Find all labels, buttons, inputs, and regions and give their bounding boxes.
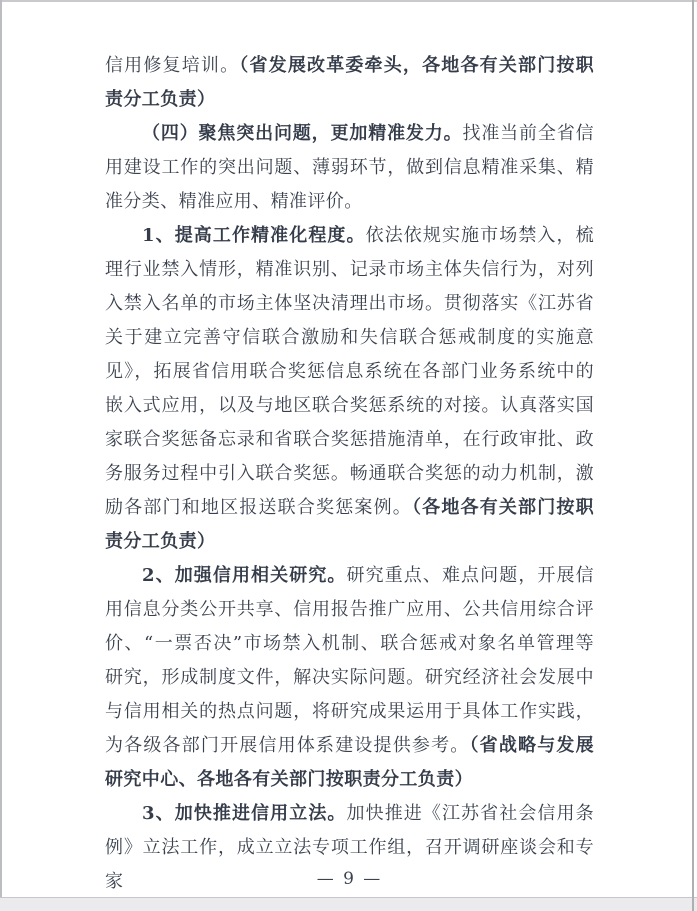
text-segment: 见》，拓展省信用联合奖惩信息系统在各部门业务系统中的 (105, 361, 594, 382)
text-line (105, 253, 594, 287)
text-line (105, 83, 594, 117)
text-line (105, 151, 594, 185)
text-line (105, 627, 594, 661)
text-segment: 关于建立完善守信联合激励和失信联合惩戒制度的实施意 (105, 327, 594, 348)
text-line (105, 831, 594, 892)
text-line (105, 219, 594, 253)
text-segment: 理行业禁入情形，精准识别、记录市场主体失信行为，对列 (105, 259, 594, 280)
text-line (105, 729, 594, 763)
text-line (105, 185, 594, 219)
text-segment: （四）聚焦突出问题，更加精准发力。 (142, 123, 463, 144)
page-number: — 9 — (316, 869, 383, 889)
text-segment: 价、“一票否决”市场禁入机制、联合惩戒对象名单管理等 (105, 633, 594, 654)
text-line (105, 593, 594, 627)
text-line (105, 49, 594, 83)
text-line (105, 457, 594, 491)
text-segment: （各地各有关部门按职 (411, 497, 595, 518)
text-line (105, 355, 594, 389)
text-segment: 为各级各部门开展信用体系建设提供参考。 (105, 735, 470, 756)
text-segment: 信用修复培训。 (105, 55, 240, 76)
text-segment: 用建设工作的突出问题、薄弱环节，做到信息精准采集、精 (105, 157, 594, 178)
text-segment: 责分工负责） (105, 531, 216, 552)
text-segment: 例》立法工作，成立立法专项工作组，召开调研座谈会和专家 (105, 837, 594, 892)
text-segment: （省战略与发展 (469, 735, 594, 756)
text-segment: 研究，形成制度文件，解决实际问题。研究经济社会发展中 (105, 667, 594, 688)
text-line (105, 389, 594, 423)
text-line (105, 423, 594, 457)
page-top-edge-line (0, 0, 697, 2)
text-line (105, 797, 594, 831)
text-line (105, 661, 594, 695)
text-line (105, 287, 594, 321)
text-line (105, 117, 594, 151)
text-segment: 入禁入名单的市场主体坚决清理出市场。贯彻落实《江苏省 (105, 293, 594, 314)
text-segment: 务服务过程中引入联合奖惩。畅通联合奖惩的动力机制，激 (105, 463, 594, 484)
text-line (105, 763, 594, 797)
text-segment: 励各部门和地区报送联合奖惩案例。 (105, 497, 412, 518)
text-segment: 找准当前全省信 (462, 123, 594, 144)
text-segment: 研究重点、难点问题，开展信 (346, 565, 594, 586)
text-segment: 3、加快推进信用立法。 (142, 803, 347, 824)
text-segment: 家联合奖惩备忘录和省联合奖惩措施清单，在行政审批、政 (105, 429, 594, 450)
text-segment: 与信用相关的热点问题，将研究成果运用于具体工作实践， (105, 701, 594, 722)
text-segment: 依法依规实施市场禁入，梳 (365, 225, 594, 246)
text-segment: 研究中心、各地各有关部门按职责分工负责） (105, 769, 473, 790)
text-segment: 加快推进《江苏省社会信用条 (346, 803, 594, 824)
text-segment: 用信息分类公开共享、信用报告推广应用、公共信用综合评 (105, 599, 594, 620)
text-line (105, 525, 594, 559)
text-line (105, 491, 594, 525)
text-segment: （省发展改革委牵头，各地各有关部门按职 (239, 55, 594, 76)
text-segment: 1、提高工作精准化程度。 (142, 225, 366, 246)
text-line (105, 559, 594, 593)
document-body (105, 49, 595, 892)
text-segment: 嵌入式应用，以及与地区联合奖惩系统的对接。认真落实国 (105, 395, 594, 416)
text-segment: 准分类、精准应用、精准评价。 (105, 191, 363, 212)
text-line (105, 695, 594, 729)
text-segment: 责分工负责） (105, 89, 216, 110)
text-line (105, 321, 594, 355)
page-right-edge-line (692, 0, 694, 911)
page-left-edge-line (0, 0, 2, 911)
text-segment: 2、加强信用相关研究。 (142, 565, 347, 586)
page-bottom-strip (0, 897, 697, 911)
